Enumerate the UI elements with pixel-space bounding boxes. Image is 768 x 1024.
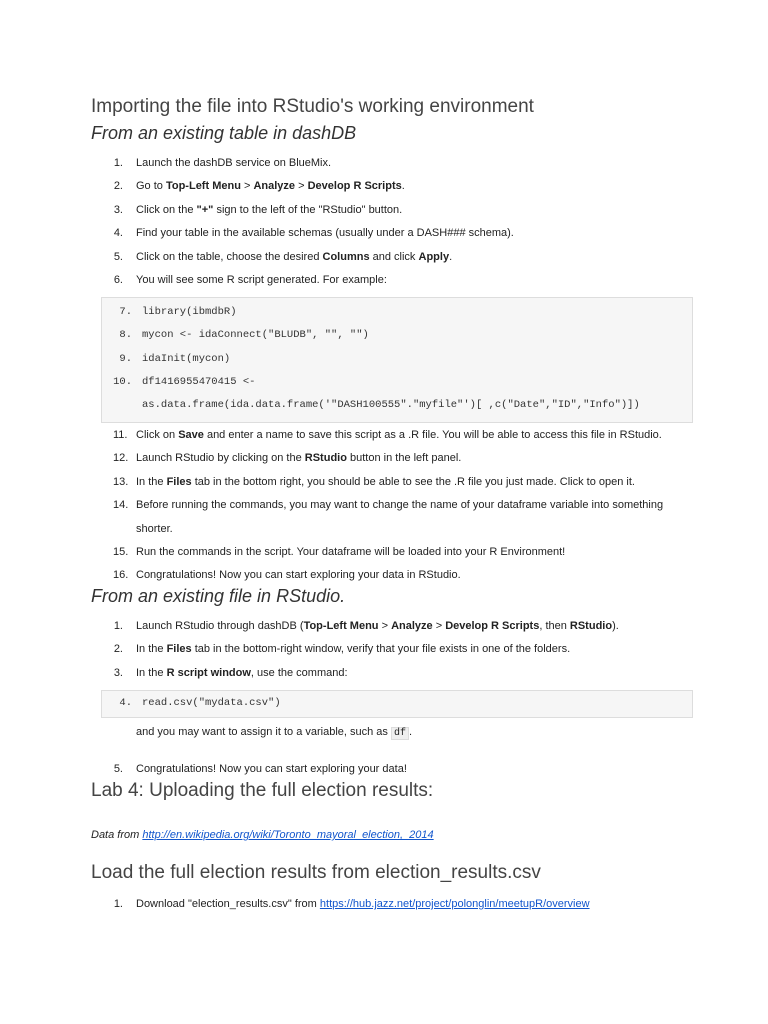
list-item-text xyxy=(136,620,619,632)
code-line-text: read.csv("mydata.csv") xyxy=(142,697,281,709)
list-item-number: 5. xyxy=(113,763,123,775)
list-item-text xyxy=(136,643,570,655)
text-run: sign to the left of the "RStudio" button. xyxy=(213,204,403,216)
bold-term: Apply xyxy=(418,251,450,263)
text-run: Run the commands in the script. Your dataframe will be loaded into your R Environment! xyxy=(136,546,566,558)
list-item-text xyxy=(136,569,461,581)
code-line-text: as.data.frame(ida.data.frame('"DASH100555"."myfile"')[ ,c("Date","ID","Info")]) xyxy=(142,399,640,411)
jazz-hub-link[interactable]: https://hub.jazz.net/project/polonglin/meetupR/overview xyxy=(319,898,590,910)
text-run: You will see some R script generated. For example: xyxy=(136,274,387,286)
bold-term: Analyze xyxy=(253,180,296,192)
list-item-number: 15. xyxy=(113,546,129,558)
code-line-text: library(ibmdbR) xyxy=(142,306,237,318)
text-run: tab in the bottom right, you should be able to see the .R file you just made. Click to open it. xyxy=(191,476,635,488)
code-line-number: 9. xyxy=(119,353,132,365)
text-run: . xyxy=(449,251,453,263)
text-run: , then xyxy=(539,620,570,632)
list-item-text xyxy=(136,227,514,239)
bold-term: Develop R Scripts xyxy=(307,180,402,192)
bold-term: Files xyxy=(166,643,192,655)
text-run: > xyxy=(295,180,308,192)
bold-term: Save xyxy=(178,429,204,441)
list-item-text xyxy=(136,204,402,216)
bold-term: R script window xyxy=(166,667,251,679)
text-run: button in the left panel. xyxy=(346,452,462,464)
download-step-text xyxy=(136,898,590,910)
text-run: tab in the bottom-right window, verify that your file exists in one of the folders. xyxy=(191,643,571,655)
text-run: . xyxy=(401,180,405,192)
list-item-number: 3. xyxy=(113,667,123,679)
list-item-number: 12. xyxy=(113,452,129,464)
list-item-number: 2. xyxy=(113,180,123,192)
text-run: Click on xyxy=(136,429,179,441)
code-line-number: 10. xyxy=(113,376,132,388)
text-run: Launch RStudio by clicking on the xyxy=(136,452,305,464)
code-line-number: 8. xyxy=(119,329,132,341)
text-run: > xyxy=(240,180,254,192)
text-run: > xyxy=(378,620,392,632)
section-title-dashdb: From an existing table in dashDB xyxy=(91,123,357,143)
download-step-label: Download "election_results.csv" from xyxy=(136,898,320,910)
bold-term: RStudio xyxy=(569,620,613,632)
list-item-text xyxy=(136,429,662,441)
list-item-number: 5. xyxy=(113,251,123,263)
download-step-number: 1. xyxy=(113,898,123,910)
list-item-text xyxy=(136,251,452,263)
list-item-text xyxy=(136,523,173,535)
code-line-number: 4. xyxy=(119,697,132,709)
list-item-text xyxy=(136,667,348,679)
code-line-number: 7. xyxy=(119,306,132,318)
bold-term: Analyze xyxy=(391,620,433,632)
list-item-number: 16. xyxy=(113,569,129,581)
text-run: , use the command: xyxy=(250,667,348,679)
code-line-text: idaInit(mycon) xyxy=(142,353,231,365)
load-results-title: Load the full election results from election_results.csv xyxy=(91,862,541,883)
section-title-rstudio: From an existing file in RStudio. xyxy=(91,586,346,606)
text-run: and click xyxy=(369,251,419,263)
text-run: Click on the xyxy=(136,204,197,216)
code-block-read-csv xyxy=(101,690,693,718)
data-source-line xyxy=(91,829,434,841)
bold-term: Files xyxy=(166,476,192,488)
code-line-text: mycon <- idaConnect("BLUDB", "", "") xyxy=(142,329,369,341)
code-line-text: df1416955470415 <- xyxy=(142,376,256,388)
text-run: ). xyxy=(612,620,619,632)
text-run: and enter a name to save this script as a .R file. You will be able to access this file in RStudio. xyxy=(203,429,662,441)
list-item-number: 1. xyxy=(113,620,123,632)
lab4-title: Lab 4: Uploading the full election results: xyxy=(91,780,434,801)
list-item-text xyxy=(136,763,407,775)
text-run: In the xyxy=(136,643,167,655)
bold-term: Develop R Scripts xyxy=(445,620,540,632)
bold-term: Top-Left Menu xyxy=(303,620,379,632)
inline-code-df: df xyxy=(391,727,409,740)
wikipedia-link[interactable]: http://en.wikipedia.org/wiki/Toronto_mayoral_election,_2014 xyxy=(142,829,434,841)
list-item-number: 11. xyxy=(113,429,128,441)
list-item-number: 13. xyxy=(113,476,129,488)
list-item-number: 14. xyxy=(113,499,129,511)
text-run: Click on the table, choose the desired xyxy=(136,251,323,263)
code-block-r-script xyxy=(101,297,693,423)
list-item-text xyxy=(136,157,331,169)
note-text: and you may want to assign it to a variable, such as xyxy=(136,726,391,738)
text-run: In the xyxy=(136,667,167,679)
list-item-text xyxy=(136,476,635,488)
list-item-number: 1. xyxy=(113,157,123,169)
bold-term: Top-Left Menu xyxy=(165,180,241,192)
list-item-number: 3. xyxy=(113,204,123,216)
text-run: Launch the dashDB service on BlueMix. xyxy=(136,157,332,169)
list-item-text xyxy=(136,180,405,192)
page-title: Importing the file into RStudio's working environment xyxy=(91,96,534,117)
text-run: Before running the commands, you may want to change the name of your dataframe variable into something xyxy=(136,499,664,511)
text-run: shorter. xyxy=(136,523,173,535)
list-item-text xyxy=(136,274,387,286)
assign-variable-note xyxy=(136,726,412,739)
text-run: Congratulations! Now you can start exploring your data! xyxy=(136,763,407,775)
list-item-text xyxy=(136,452,461,464)
list-item-number: 6. xyxy=(113,274,123,286)
list-item-text xyxy=(136,499,663,511)
text-run: Launch RStudio through dashDB ( xyxy=(136,620,304,632)
text-run: > xyxy=(432,620,446,632)
text-run: Go to xyxy=(136,180,166,192)
bold-term: "+" xyxy=(196,204,214,216)
list-item-text xyxy=(136,546,565,558)
note-end: . xyxy=(409,726,413,738)
bold-term: RStudio xyxy=(304,452,347,464)
text-run: Find your table in the available schemas (usually under a DASH### schema). xyxy=(136,227,514,239)
text-run: Congratulations! Now you can start exploring your data in RStudio. xyxy=(136,569,461,581)
list-item-number: 2. xyxy=(113,643,123,655)
data-source-label: Data from xyxy=(91,829,143,841)
text-run: In the xyxy=(136,476,167,488)
bold-term: Columns xyxy=(322,251,370,263)
list-item-number: 4. xyxy=(113,227,123,239)
